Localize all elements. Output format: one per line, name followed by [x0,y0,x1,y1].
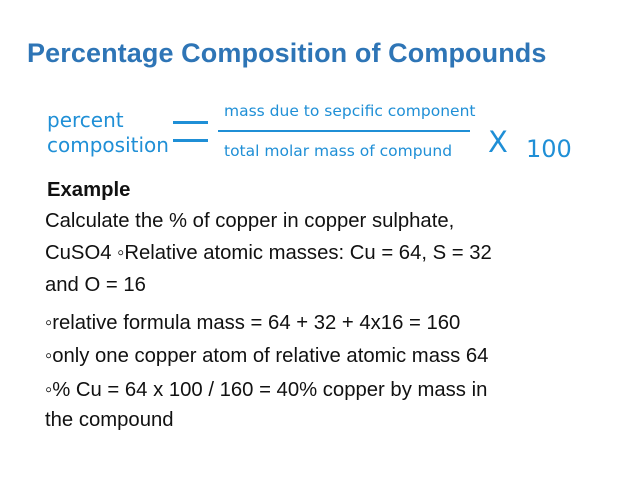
example-line: ◦% Cu = 64 x 100 / 160 = 40% copper by mass in [45,379,488,401]
example-line: ◦only one copper atom of relative atomic mass 64 [45,345,489,367]
formula-times-sign: X [488,125,508,159]
slide-title: Percentage Composition of Compounds [27,38,547,68]
example-line: Calculate the % of copper in copper sulphate, [45,210,455,232]
example-heading: Example [47,179,131,201]
formula-multiplier: 100 [526,135,572,163]
fraction-bar [218,130,470,132]
formula-lhs-line2: composition [47,133,169,157]
example-line: ◦relative formula mass = 64 + 32 + 4x16 = 160 [45,312,461,334]
formula-numerator: mass due to sepcific component [224,102,476,120]
formula-lhs-line1: percent [47,108,124,132]
example-line: CuSO4 ◦Relative atomic masses: Cu = 64, S = 32 [45,242,492,264]
percent-composition-formula [0,0,638,180]
formula-denominator: total molar mass of compund [224,142,453,160]
example-line: and O = 16 [45,274,146,296]
example-line: the compound [45,409,174,431]
equals-sign-icon [173,121,208,143]
